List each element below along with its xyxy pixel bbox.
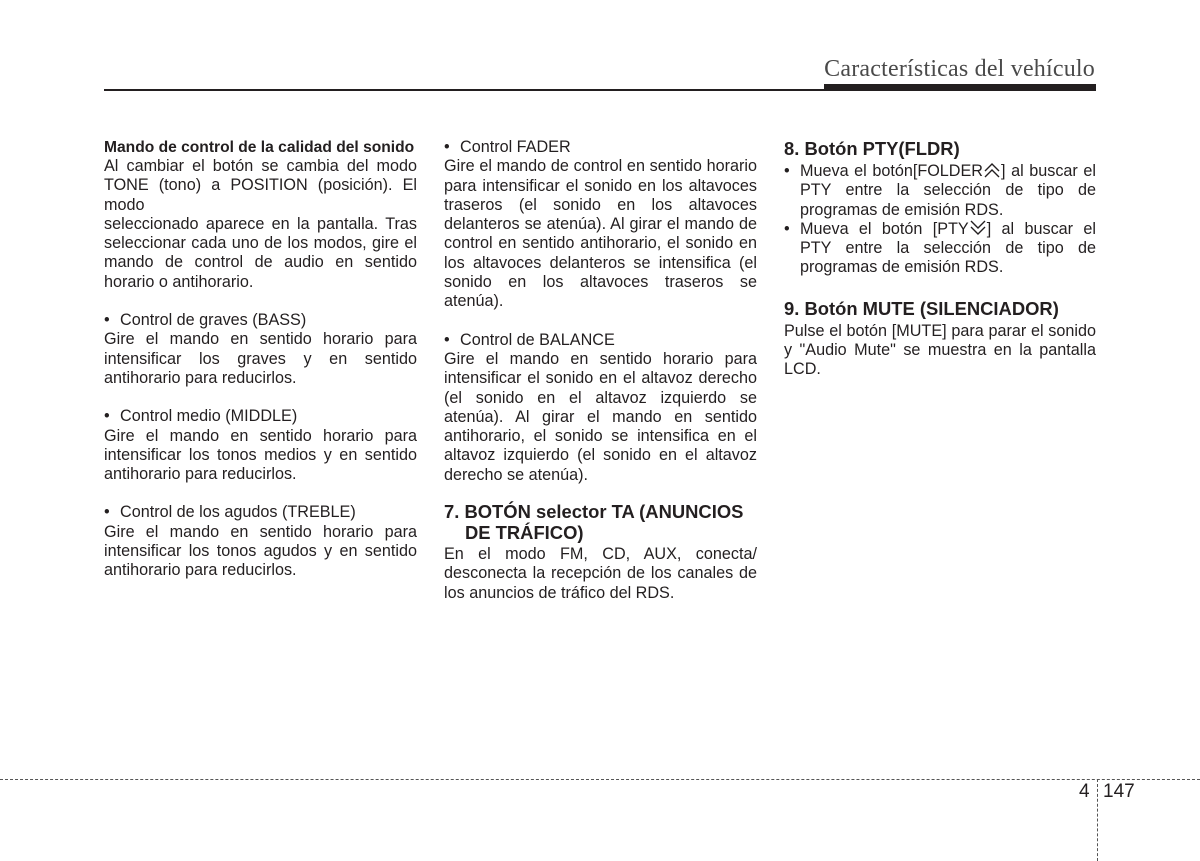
footer-divider <box>0 779 1200 780</box>
footer-vertical-divider <box>1097 779 1098 861</box>
sound-quality-heading: Mando de control de la calidad del sonido <box>104 139 415 156</box>
balance-label: • Control de BALANCE <box>444 331 757 350</box>
fader-label: • Control FADER <box>444 138 757 157</box>
pty-list <box>784 162 1096 278</box>
pty-item-folder: • Mueva el botón[FOLDER ] al buscar el PTY entre la selección de tipo de programas de emisión RDS. <box>784 162 1096 220</box>
treble-label: • Control de los agudos (TREBLE) <box>104 503 417 522</box>
fader-text: Gire el mando de control en sentido horario para intensificar el sonido en los altavoces traseros (el sonido en los altavoces delanteros se atenúa). Al girar el mando de control en sentido antihorario, el sonido en los altavoces delanteros se intensifica (el sonido en los altavoces traseros se atenúa). <box>444 157 757 311</box>
pty-item-pty: • Mueva el botón [PTY ] al buscar el PTY entre la selección de tipo de programas de emisión RDS. <box>784 220 1096 278</box>
ta-heading: 7. BOTÓN selector TA (ANUNCIOS DE TRÁFICO) <box>444 501 744 544</box>
pty-heading: 8. Botón PTY(FLDR) <box>784 138 960 159</box>
mute-heading: 9. Botón MUTE (SILENCIADOR) <box>784 297 1059 319</box>
column-3 <box>784 138 1096 380</box>
sound-quality-intro-2: seleccionado aparece en la pantalla. Tras seleccionar cada uno de los modos, gire el mando de control de audio en sentido horario o antihorario. <box>104 214 417 291</box>
ta-text: En el modo FM, CD, AUX, conecta/ desconecta la recepción de los canales de los anuncios de tráfico del RDS. <box>444 545 757 602</box>
header-rule-accent <box>824 84 1096 91</box>
column-2 <box>444 138 757 603</box>
double-chevron-down-icon <box>969 220 987 236</box>
sound-quality-intro-1: Al cambiar el botón se cambia del modo TONE (tono) a POSITION (posición). El modo <box>104 157 417 214</box>
chapter-number: 4 <box>1079 781 1090 802</box>
bass-label: • Control de graves (BASS) <box>104 311 417 330</box>
mute-text: Pulse el botón [MUTE] para parar el sonido y "Audio Mute" se muestra en la pantalla LCD. <box>784 321 1096 379</box>
treble-text: Gire el mando en sentido horario para intensificar los tonos agudos y en sentido antihorario para reducirlos. <box>104 522 417 580</box>
page-number: 147 <box>1103 781 1135 802</box>
middle-label: • Control medio (MIDDLE) <box>104 407 417 426</box>
middle-text: Gire el mando en sentido horario para intensificar los tonos medios y en sentido antihorario para reducirlos. <box>104 426 417 484</box>
double-chevron-up-icon <box>983 162 1001 178</box>
bass-text: Gire el mando en sentido horario para intensificar los graves y en sentido antihorario para reducirlos. <box>104 330 417 387</box>
page-header-title: Características del vehículo <box>824 56 1095 82</box>
column-1 <box>104 138 417 581</box>
balance-text: Gire el mando en sentido horario para intensificar el sonido en el altavoz derecho (el sonido en el altavoz izquierdo se atenúa). Al girar el mando en sentido antihorario, el sonido se intensifica en el altavoz izquierdo (el sonido en el altavoz derecho se atenúa). <box>444 349 757 484</box>
